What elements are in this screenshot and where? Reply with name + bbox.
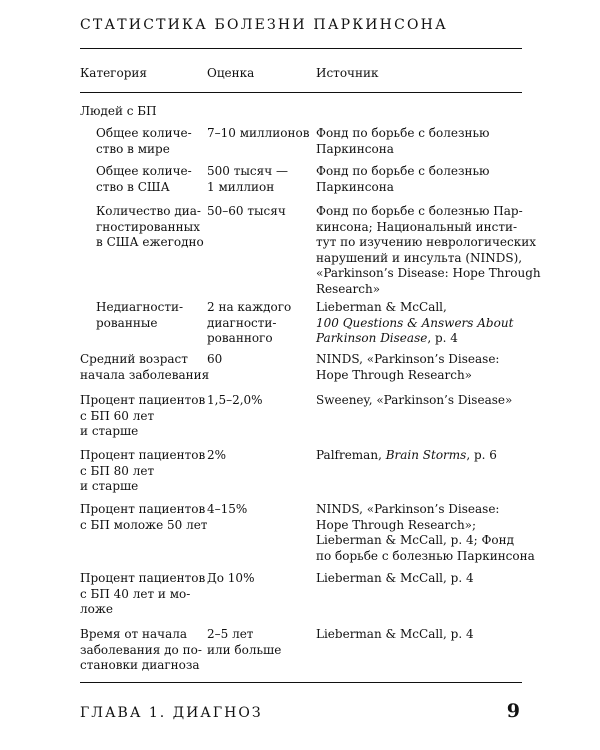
category-cell: Средний возраст начала заболевания — [80, 352, 210, 382]
column-header-estimate: Оценка — [207, 66, 255, 80]
category-cell: Процент пациентов с БП 60 лет и старше — [80, 393, 206, 438]
estimate-cell: 500 тысяч — 1 миллион — [207, 164, 288, 194]
category-cell: Процент пациентов с БП моложе 50 лет — [80, 502, 208, 532]
estimate-cell: 2 на каждого диагности- рованного — [207, 300, 292, 345]
source-cell: Lieberman & McCall, p. 4 — [316, 627, 474, 641]
estimate-cell: 60 — [207, 352, 223, 366]
source-cell: Фонд по борьбе с болезнью Паркинсона — [316, 126, 490, 156]
estimate-cell: 2–5 лет или больше — [207, 627, 282, 657]
source-cell: NINDS, «Parkinson’s Disease: Hope Through Research» — [316, 352, 500, 382]
source-cell: Lieberman & McCall, 100 Questions & Answers About Parkinson Disease, p. 4 — [316, 300, 514, 345]
estimate-cell: 1,5–2,0% — [207, 393, 263, 407]
header-rule — [80, 92, 522, 93]
source-cell: Sweeney, «Parkinson’s Disease» — [316, 393, 513, 407]
running-head: СТАТИСТИКА БОЛЕЗНИ ПАРКИНСОНА — [80, 17, 448, 33]
category-cell: Процент пациентов с БП 80 лет и старше — [80, 448, 206, 493]
top-rule — [80, 48, 522, 49]
category-cell: Недиагности- рованные — [96, 300, 184, 330]
estimate-cell: 4–15% — [207, 502, 248, 516]
category-cell: Общее количе- ство в мире — [96, 126, 192, 156]
estimate-cell: 7–10 миллионов — [207, 126, 310, 140]
bottom-rule — [80, 682, 522, 683]
category-cell: Время от начала заболевания до по- становки диагноза — [80, 627, 202, 672]
source-cell: Palfreman, Brain Storms, p. 6 — [316, 448, 497, 462]
estimate-cell: До 10% — [207, 571, 255, 585]
page-number: 9 — [506, 700, 520, 722]
estimate-cell: 50–60 тысяч — [207, 204, 286, 218]
chapter-footer: ГЛАВА 1. ДИАГНОЗ — [80, 705, 263, 721]
source-cell: NINDS, «Parkinson’s Disease: Hope Through Research»; Lieberman & McCall, p. 4; Фонд по борьбе с болезнью Паркинсона — [316, 502, 535, 563]
source-cell: Lieberman & McCall, p. 4 — [316, 571, 474, 585]
column-header-category: Категория — [80, 66, 147, 80]
section-label: Людей с БП — [80, 104, 157, 118]
category-cell: Общее количе- ство в США — [96, 164, 192, 194]
category-cell: Количество диа- гностированных в США ежегодно — [96, 204, 204, 249]
column-header-source: Источник — [316, 66, 379, 80]
estimate-cell: 2% — [207, 448, 227, 462]
category-cell: Процент пациентов с БП 40 лет и мо- ложе — [80, 571, 206, 616]
source-cell: Фонд по борьбе с болезнью Пар- кинсона; Национальный инсти- тут по изучению неврологических нарушений и инсульта (NINDS), «Parkinson’s Disease: Hope Through Research» — [316, 204, 541, 296]
source-cell: Фонд по борьбе с болезнью Паркинсона — [316, 164, 490, 194]
